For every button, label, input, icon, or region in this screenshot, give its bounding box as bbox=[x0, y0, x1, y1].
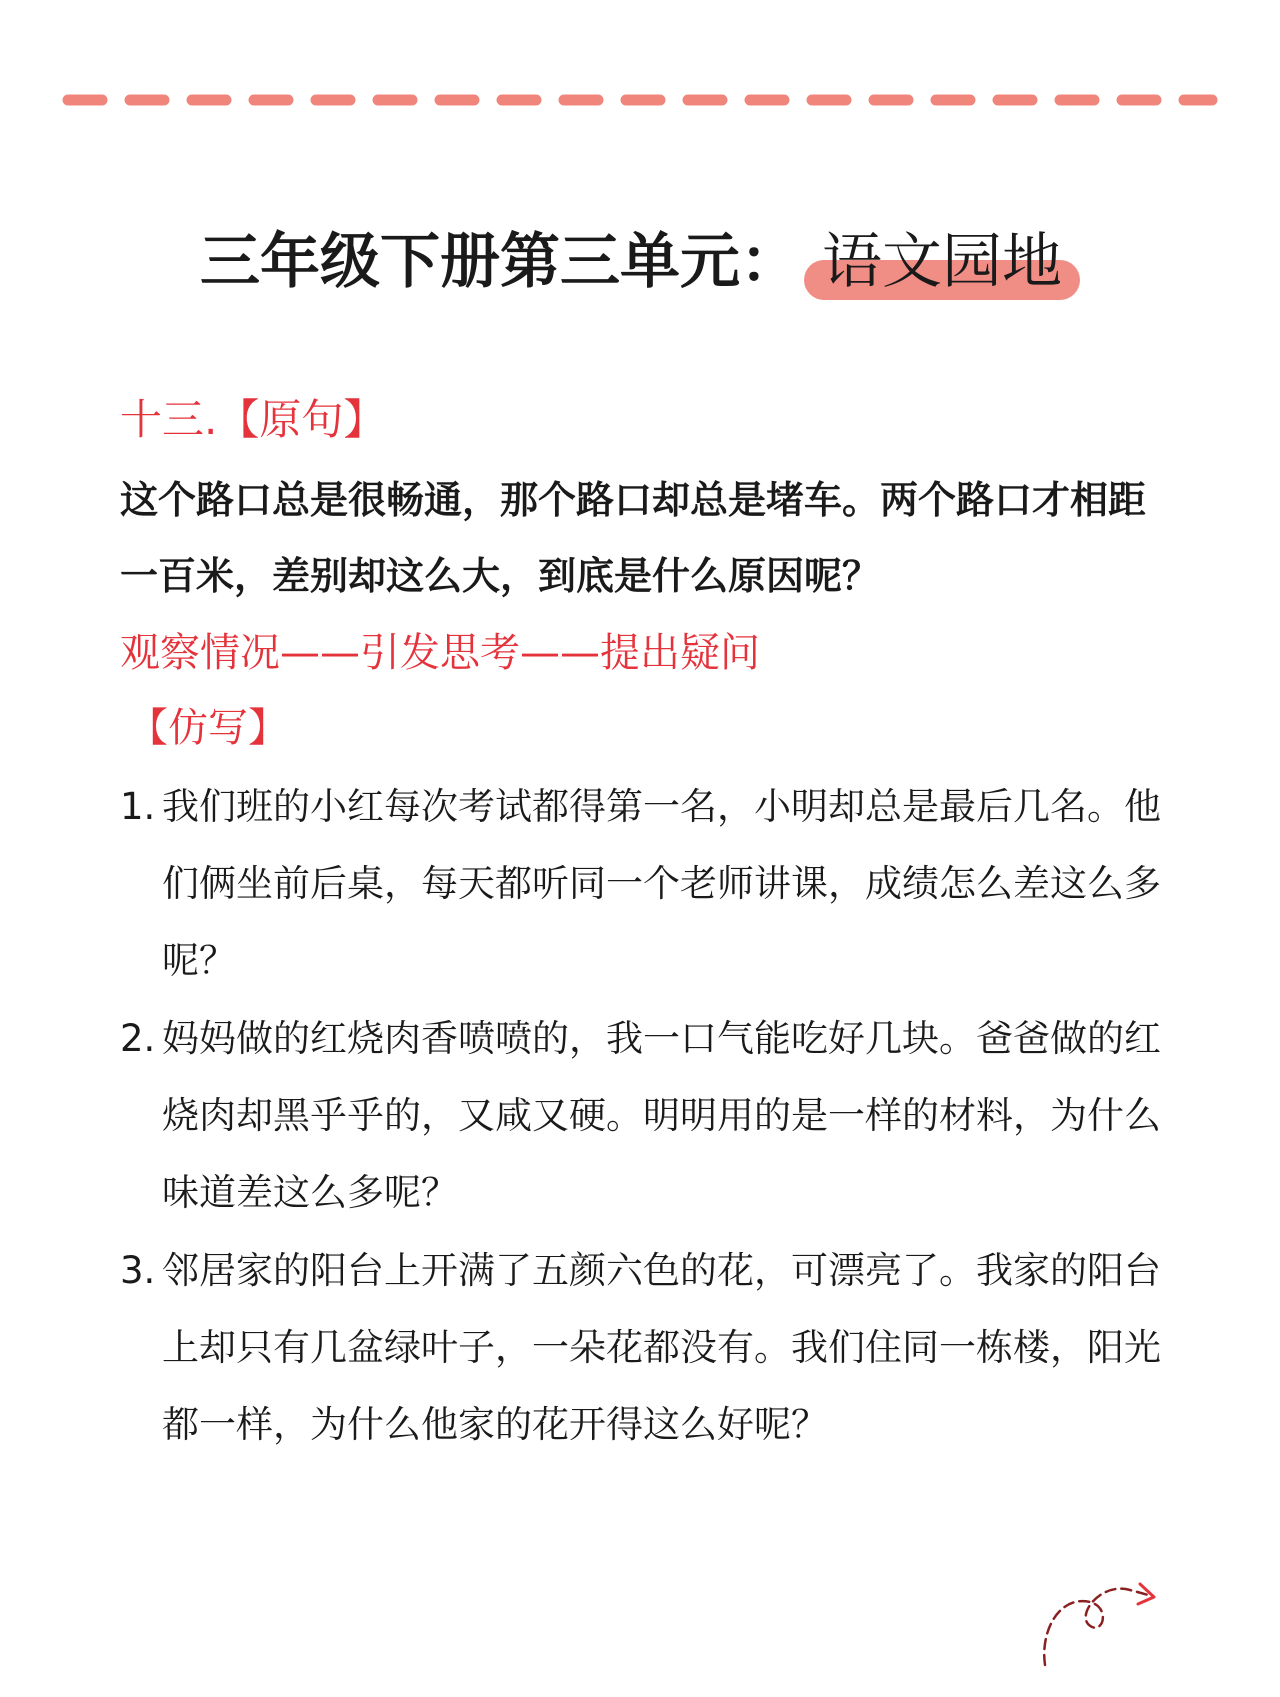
example-number: 3. bbox=[120, 1249, 156, 1292]
imitation-label: 【仿写】 bbox=[128, 705, 288, 751]
example-item bbox=[120, 768, 1180, 999]
example-number: 2. bbox=[120, 1017, 156, 1060]
curly-arrow-icon bbox=[1040, 1560, 1170, 1670]
example-text: 我们班的小红每次考试都得第一名，小明却总是最后几名。他们俩坐前后桌，每天都听同一个老师讲课，成绩怎么差这么多呢？ bbox=[162, 785, 1161, 982]
section-label: 十三.【原句】 bbox=[120, 395, 386, 444]
example-item bbox=[120, 1232, 1180, 1463]
example-number: 1. bbox=[120, 785, 156, 828]
decorative-dashed-line bbox=[60, 88, 1220, 112]
example-text: 邻居家的阳台上开满了五颜六色的花，可漂亮了。我家的阳台上却只有几盆绿叶子，一朵花都没有。我们住同一栋楼，阳光都一样，为什么他家的花开得这么好呢？ bbox=[162, 1249, 1161, 1446]
thinking-flow: 观察情况——引发思考——提出疑问 bbox=[120, 630, 760, 676]
title-main: 三年级下册第三单元： bbox=[200, 227, 800, 297]
example-item bbox=[120, 1000, 1180, 1231]
example-text: 妈妈做的红烧肉香喷喷的，我一口气能吃好几块。爸爸做的红烧肉却黑乎乎的，又咸又硬。明明用的是一样的材料，为什么味道差这么多呢？ bbox=[162, 1017, 1161, 1214]
title-highlight: 语文园地 bbox=[804, 222, 1080, 302]
original-sentence: 这个路口总是很畅通，那个路口却总是堵车。两个路口才相距一百米，差别却这么大，到底是什么原因呢？ bbox=[120, 478, 1147, 598]
page-title bbox=[0, 222, 1280, 302]
